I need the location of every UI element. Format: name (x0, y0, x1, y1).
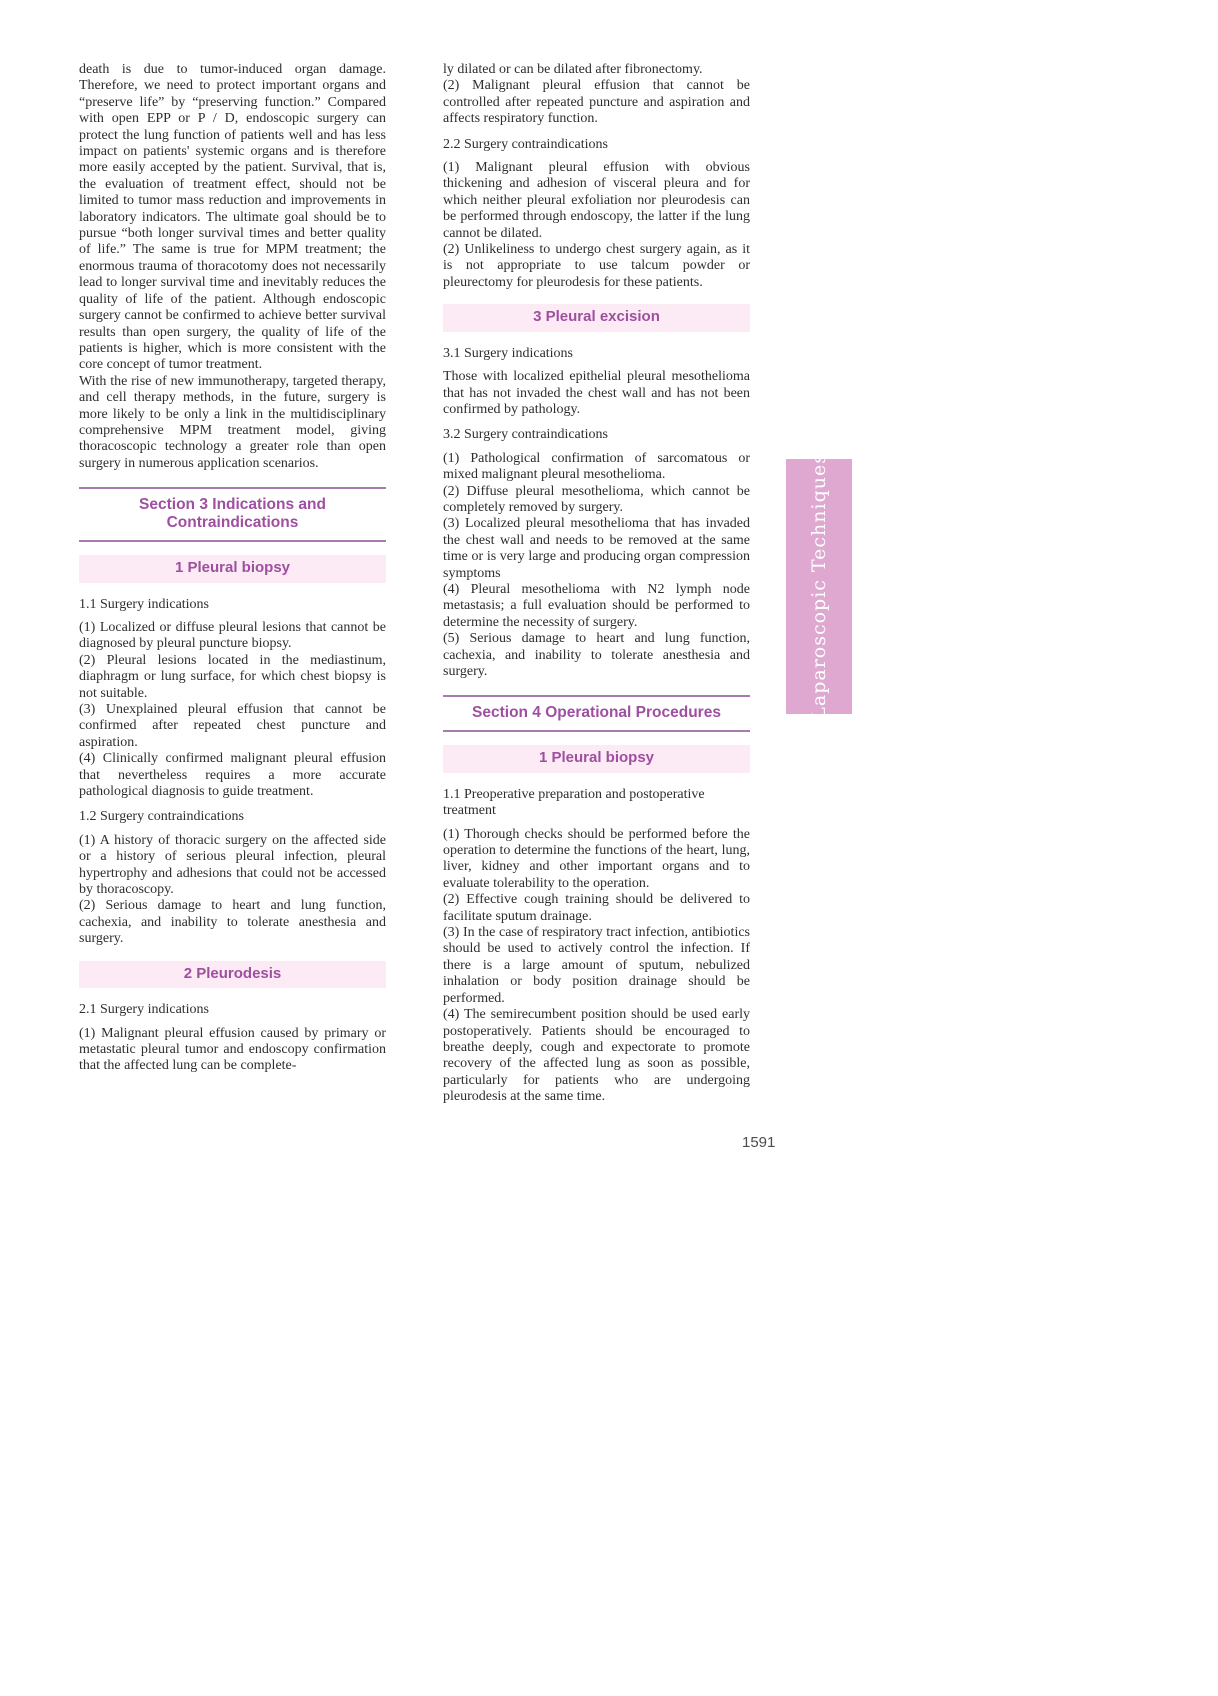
left-column (79, 62, 386, 1075)
list-item: (2) Unlikeliness to undergo chest surgery again, as it is not appropriate to use talcum powder or pleurectomy for pleurodesis for these patients. (443, 242, 750, 290)
paragraph: Those with localized epithelial pleural mesothelioma that has not invaded the chest wall and has not been confirmed by pathology. (443, 369, 750, 417)
list-item: (1) Malignant pleural effusion with obvious thickening and adhesion of visceral pleura and for which neither pleural exfoliation nor pleurodesis can be performed through endoscopy, the latter if the lung cannot be dilated. (443, 160, 750, 241)
list-item: (3) In the case of respiratory tract infection, antibiotics should be used to actively control the infection. If there is a large amount of sputum, nebulized inhalation or body position drainage should be performed. (443, 925, 750, 1006)
list-item: (1) Localized or diffuse pleural lesions that cannot be diagnosed by pleural puncture biopsy. (79, 619, 386, 652)
numbered-list (443, 827, 750, 1106)
section-3-heading-block (79, 487, 386, 542)
subsection-heading: 3.2 Surgery contraindications (443, 427, 608, 443)
section-4-heading-block (443, 695, 750, 732)
list-item: (3) Localized pleural mesothelioma that has invaded the chest wall and needs to be removed at the same time or is very large and producing organ compression symptoms (443, 516, 750, 581)
numbered-list (443, 451, 750, 681)
chapter-side-tab (786, 453, 852, 720)
subsection-heading: 2.1 Surgery indications (79, 1002, 210, 1018)
banner-pleurodesis: 2 Pleurodesis (79, 961, 386, 988)
section-heading-line: Contraindications (166, 514, 299, 532)
subsection-heading: 3.1 Surgery indications (443, 345, 574, 361)
list-item: (4) Pleural mesothelioma with N2 lymph node metastasis; a full evaluation should be performed to determine the necessity of surgery. (443, 581, 750, 630)
chapter-side-tab-label: Laparoscopic Techniques (808, 453, 830, 720)
subsection-heading: 1.1 Surgery indications (79, 596, 210, 612)
list-item: (1) Malignant pleural effusion caused by primary or metastatic pleural tumor and endoscopy confirmation that the affected lung can be complete- (79, 1025, 386, 1074)
page-number: 1591 (742, 1134, 776, 1151)
list-item: (2) Serious damage to heart and lung function, cachexia, and inability to tolerate anesthesia and surgery. (79, 898, 386, 947)
subsection-heading: 1.1 Preoperative preparation and postoperative treatment (443, 786, 705, 819)
numbered-list (443, 62, 750, 128)
list-item: (5) Serious damage to heart and lung function, cachexia, and inability to tolerate anesthesia and surgery. (443, 631, 750, 679)
list-item: (2) Pleural lesions located in the mediastinum, diaphragm or lung surface, for which chest biopsy is not suitable. (79, 652, 386, 701)
banner-pleural-biopsy: 1 Pleural biopsy (443, 745, 750, 772)
list-item: ly dilated or can be dilated after fibronectomy. (443, 62, 703, 77)
banner-pleural-excision: 3 Pleural excision (443, 304, 750, 331)
list-item: (4) Clinically confirmed malignant pleural effusion that nevertheless requires a more accurate pathological diagnosis to guide treatment. (79, 751, 386, 800)
numbered-list (79, 620, 386, 800)
list-item: (2) Diffuse pleural mesothelioma, which cannot be completely removed by surgery. (443, 483, 750, 515)
section-heading-line: Section 3 Indications and (139, 496, 326, 514)
numbered-list (443, 160, 750, 291)
paragraph: With the rise of new immunotherapy, targeted therapy, and cell therapy methods, in the future, surgery is more likely to be only a link in the multidisciplinary comprehensive MPM treatment model, giving thoracoscopic technology a greater role than open surgery in numerous application scenarios. (79, 373, 386, 471)
paragraph: death is due to tumor-induced organ damage. Therefore, we need to protect important organs and “preserve life” by “preserving function.” Compared with open EPP or P / D, endoscopic surgery can protect the lung function of patients well and has less impact on patients' systemic organs and is therefore more easily accepted by the patient. Survival, that is, the evaluation of treatment effect, should not be limited to tumor mass reduction and improvements in laboratory indicators. The ultimate goal should be to pursue “both longer survival times and better quality of life.” The same is true for MPM treatment; the enormous trauma of thoracotomy does not necessarily lead to longer survival time and inevitably reduces the quality of life of the patient. Although endoscopic surgery cannot be confirmed to achieve better survival results than open surgery, the quality of life of the patients is higher, which is more consistent with the core concept of tumor treatment. (79, 62, 386, 373)
section-heading-line: Section 4 Operational Procedures (472, 704, 721, 722)
subsection-heading: 2.2 Surgery contraindications (443, 136, 608, 152)
list-item: (3) Unexplained pleural effusion that cannot be confirmed after repeated chest puncture and aspiration. (79, 702, 386, 750)
list-item: (4) The semirecumbent position should be used early postoperatively. Patients should be encouraged to breathe deeply, cough and expectorate to promote recovery of the affected lung as soon as possible, particularly for patients who are undergoing pleurodesis at the same time. (443, 1007, 750, 1105)
numbered-list (79, 1026, 386, 1075)
list-item: (1) A history of thoracic surgery on the affected side or a history of serious pleural infection, pleural hypertrophy and adhesions that could not be accessed by thoracoscopy. (79, 832, 386, 898)
list-item: (1) Thorough checks should be performed before the operation to determine the functions of the heart, lung, liver, kidney and other important organs and to evaluate tolerability to the operation. (443, 826, 750, 891)
banner-pleural-biopsy: 1 Pleural biopsy (79, 555, 386, 582)
numbered-list (79, 833, 386, 948)
subsection-heading: 1.2 Surgery contraindications (79, 809, 244, 825)
right-column (443, 62, 750, 1106)
list-item: (1) Pathological confirmation of sarcomatous or mixed malignant pleural mesothelioma. (443, 450, 750, 483)
list-item: (2) Malignant pleural effusion that cannot be controlled after repeated puncture and aspiration and affects respiratory function. (443, 78, 750, 127)
list-item: (2) Effective cough training should be delivered to facilitate sputum drainage. (443, 892, 750, 924)
